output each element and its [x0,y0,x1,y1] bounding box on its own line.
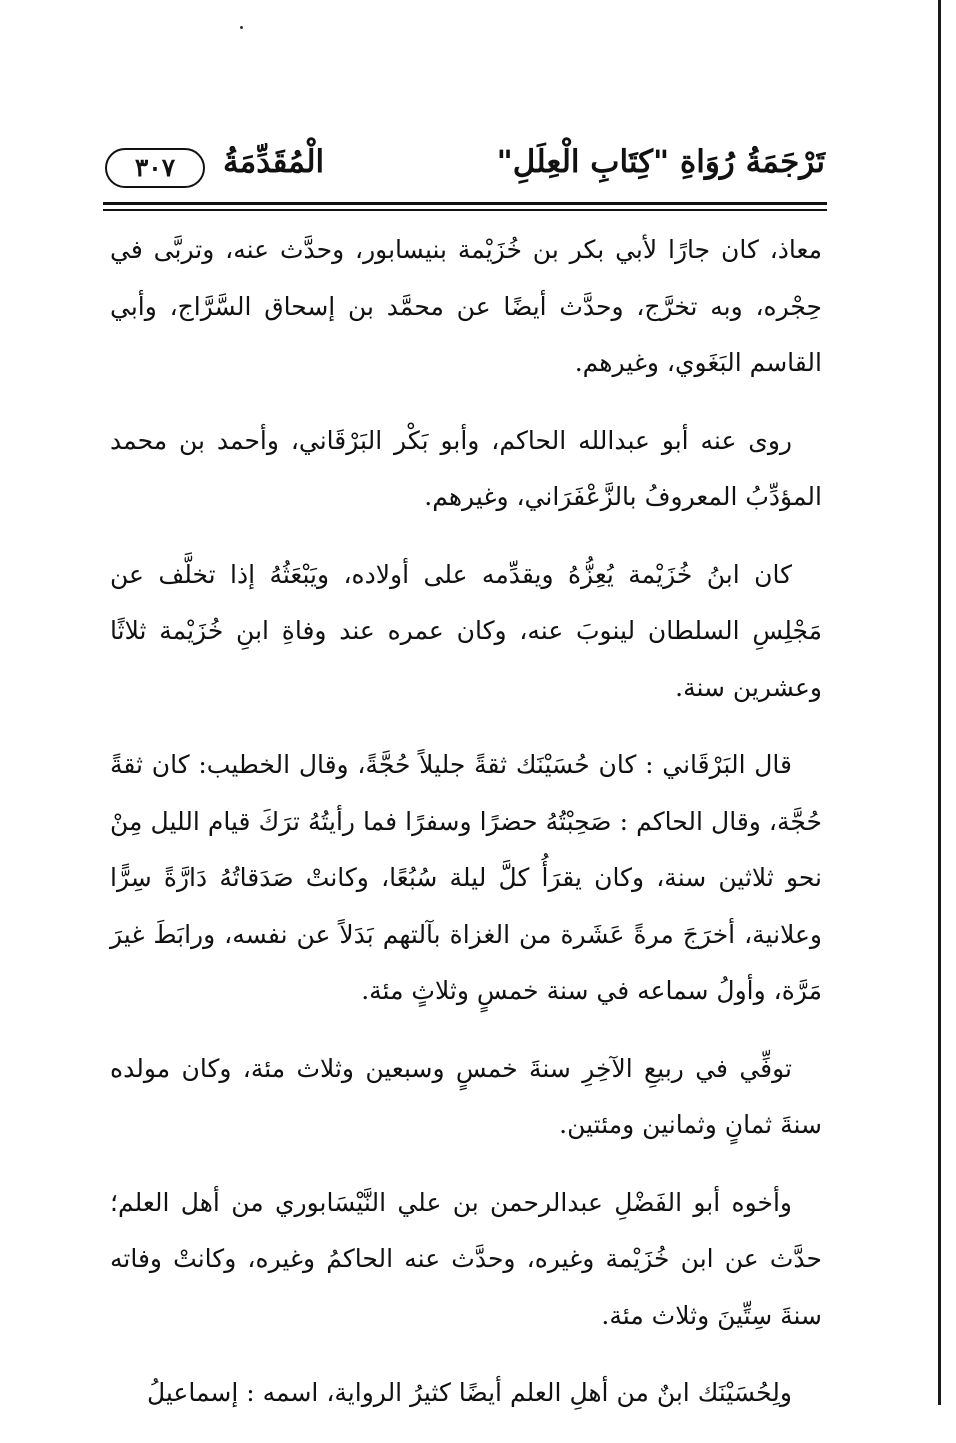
body-text [110,222,822,1443]
paragraph: معاذ، كان جارًا لأبي بكر بن خُزَيْمة بنيسابور، وحدَّث عنه، وتربَّى في حِجْره، وبه تخرَّج، وحدَّث أيضًا عن محمَّد بن إسحاق السَّرَّاج، وأبي القاسم البَغَوي، وغيرهم. [110,235,822,377]
scan-speck [240,26,243,29]
paragraph: ولِحُسَيْنَك ابنٌ من أهلِ العلم أيضًا كثيرُ الرواية، اسمه : إسماعيلُ [146,1378,792,1407]
paragraph: روى عنه أبو عبدالله الحاكم، وأبو بَكْر البَرْقَاني، وأحمد بن محمد المؤدِّبُ المعروفُ بالزَّعْفَرَاني، وغيرهم. [110,425,822,511]
page-number: ٣٠٧ [105,148,205,188]
paragraph: قال البَرْقَاني : كان حُسَيْنَك ثقةً جليلاً حُجَّةً، وقال الخطيب: كان ثقةً حُجَّة، وقال الحاكم : صَحِبْتُهُ حضرًا وسفرًا فما رأيتُهُ ترَكَ قيام الليل مِنْ نحو ثلاثين سنة، وكان يقرَأُ كلَّ ليلة سُبُعًا، وكانتْ صَدَقاتُهُ دَارَّةً سِرًّا وعلانية، أخرَجَ مرةً عَشَرة من الغزاة بآلتهم بَدَلاً عن نفسه، ورابَطَ غيرَ مَرَّة، وأولُ سماعه في سنة خمسٍ وثلاثٍ مئة. [110,750,822,1005]
running-title: تَرْجَمَةُ رُوَاةِ "كِتَابِ الْعِلَلِ" [496,144,825,180]
header-rule-thin [103,209,827,211]
paragraph: وأخوه أبو الفَضْلِ عبدالرحمن بن علي النَّيْسَابوري من أهل العلم؛ حدَّث عن ابن خُزَيْمة وغيره، وحدَّث عنه الحاكمُ وغيره، وكانتْ وفاته سنةَ سِتِّينَ وثلاث مئة. [110,1187,822,1330]
paragraph: كان ابنُ خُزَيْمة يُعِزُّهُ ويقدِّمه على أولاده، ويَبْعَثُهُ إذا تخلَّف عن مَجْلِسِ السلطان لينوبَ عنه، وكان عمره عند وفاةِ ابنِ خُزَيْمة ثلاثًا وعشرين سنة. [110,559,822,702]
header-rule-thick [103,202,827,205]
page-header [105,138,825,198]
paragraph: توفِّي في ربيعِ الآخِرِ سنةَ خمسٍ وسبعين وثلاث مئة، وكان مولده سنةَ ثمانٍ وثمانين ومئتين. [110,1053,822,1139]
section-title: الْمُقَدِّمَةُ [223,144,325,180]
scan-edge-line [938,0,941,1405]
